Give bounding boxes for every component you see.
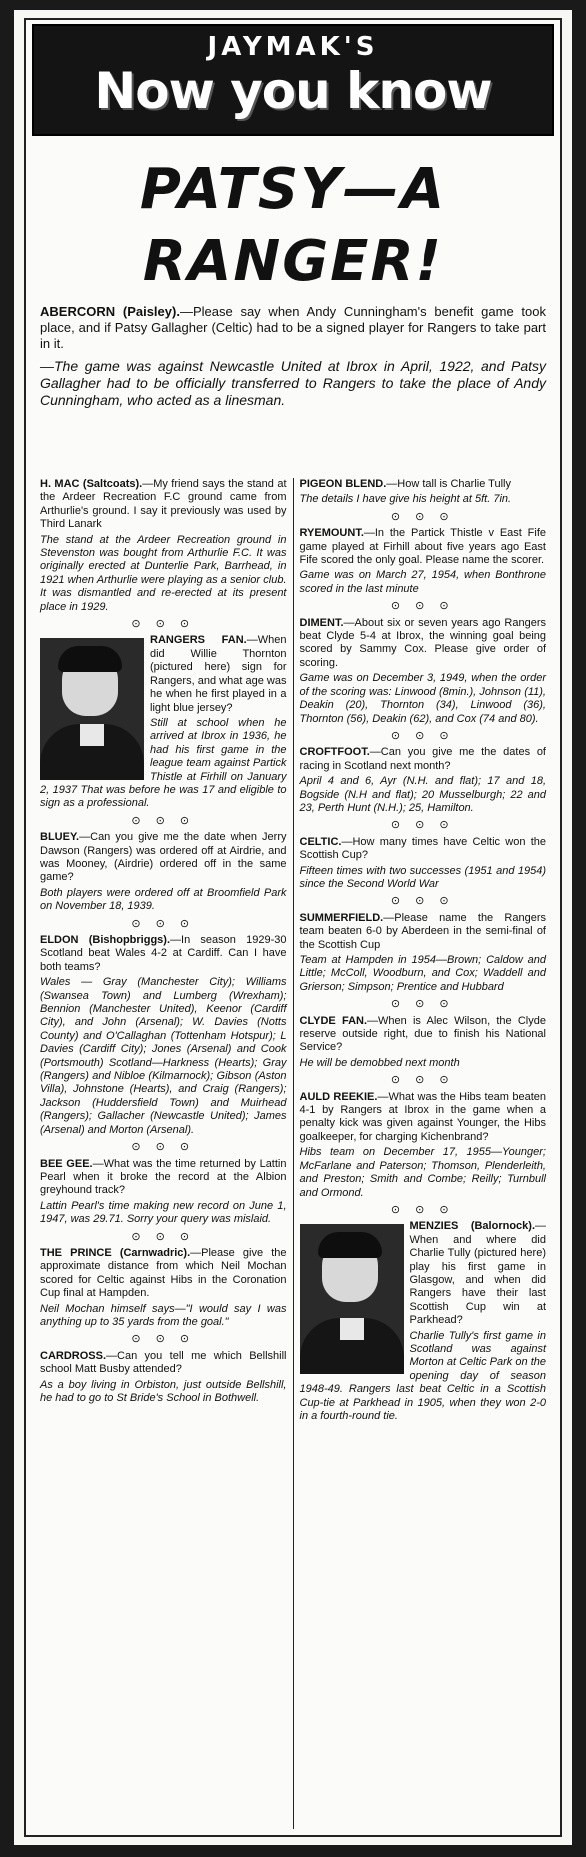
separator-dots: ⊙ ⊙ ⊙ <box>131 1333 196 1346</box>
player-photo <box>300 1224 404 1374</box>
question <box>300 746 547 773</box>
answer: Fifteen times with two successes (1951 and 1954) since the Second World War <box>299 864 546 890</box>
asker: AULD REEKIE. <box>299 1090 378 1103</box>
asker: THE PRINCE (Carnwadric). <box>40 1246 191 1259</box>
question-text: —In season 1929-30 Scotland beat Wales 4-2 at Cardiff. Can I have both teams? <box>40 934 287 973</box>
separator-dots: ⊙ ⊙ ⊙ <box>390 819 455 832</box>
asker: DIMENT. <box>299 616 344 629</box>
separator-dots: ⊙ ⊙ ⊙ <box>390 1203 455 1216</box>
question-text: —What was the time returned by Lattin Pearl when it broke the record at the Albion greyhound track? <box>40 1157 287 1197</box>
question-text: —About six or seven years ago Rangers beat Clyde 5-4 at Ibrox, the winning goal being scored by Sammy Cox. Please give order of scoring. <box>299 616 546 669</box>
asker: RYEMOUNT. <box>299 527 364 540</box>
asker: MENZIES (Balornock). <box>409 1220 535 1233</box>
masthead-brand: JAYMAK'S <box>207 32 379 62</box>
separator-dots: ⊙ ⊙ ⊙ <box>131 1141 196 1154</box>
question <box>40 934 287 974</box>
answer: Charlie Tully's first game in Scotland was against Morton at Celtic Park on the opening day of season 1948-49. Rangers last beat Celtic in a Scottish Cup-tie at Parkhead in 1905, when they won 2-0 in a fourth-round tie. <box>299 1329 546 1422</box>
separator-dots: ⊙ ⊙ ⊙ <box>390 998 455 1011</box>
answer: April 4 and 6, Ayr (N.H. and flat); 17 and 18, Bogside (N.H and flat); 20 Musselburgh; 22 and 23, Perth Hunt (N.H.); 25, Hamilton. <box>299 775 546 814</box>
separator-dots: ⊙ ⊙ ⊙ <box>390 895 455 908</box>
qa-item <box>300 836 547 892</box>
qa-item <box>40 1350 287 1406</box>
answer: Game was on March 27, 1954, when Bonthrone scored in the last minute <box>299 569 546 595</box>
asker: CLYDE FAN. <box>299 1014 368 1027</box>
qa-item <box>300 617 547 726</box>
question <box>300 1091 547 1145</box>
answer: The stand at the Ardeer Recreation ground in Stevenston was bought from Arthurlie F.C. It was originally erected at Dunterlie Park, Barrhead, in 1921 when Arthurlie were playing as a senior club. It was dismantled and re-erected at its present place in 1929. <box>40 533 287 613</box>
asker: CROFTFOOT. <box>299 746 370 759</box>
question-text: — When and where did Charlie Tully (pictured here) play his first game in Glasgow, and when did Rangers have their last Scottish Cup win at Parkhead? <box>409 1220 546 1327</box>
asker: CELTIC. <box>299 835 342 848</box>
qa-item <box>300 912 547 994</box>
question-text: —How tall is Charlie Tully <box>386 478 511 490</box>
question-text: —Can you give me the dates of racing in Scotland next month? <box>299 746 546 772</box>
lead-question-text: —Please say when Andy Cunningham's benefit game took place, and if Patsy Gallagher (Celtic) had to be a signed player for Rangers to take part in it. <box>40 304 546 351</box>
answer: He will be demobbed next month <box>299 1056 460 1069</box>
masthead <box>32 24 554 136</box>
question <box>40 478 287 532</box>
question <box>300 912 547 952</box>
question-text: —Can you give me the date when Jerry Dawson (Rangers) was ordered off at Airdrie, and was Mooney, (Airdrie) ordered off in the same game? <box>40 831 287 884</box>
qa-item <box>40 634 287 810</box>
answer: The details I have give his height at 5ft. 7in. <box>299 493 512 506</box>
lead-asker: ABERCORN (Paisley). <box>40 304 180 319</box>
qa-item <box>40 831 287 913</box>
separator-dots: ⊙ ⊙ ⊙ <box>131 917 196 930</box>
answer: Hibs team on December 17, 1955—Younger; McFarlane and Paterson; Thomson, Plenderleith, and Preston; Smith and Combe; Reilly; Turnbull and Ormond. <box>299 1146 546 1199</box>
asker: RANGERS FAN. <box>150 634 247 647</box>
left-column <box>34 478 294 1829</box>
answer: Both players were ordered off at Broomfield Park on November 18, 1939. <box>40 886 287 913</box>
question-text: —When did Willie Thornton (pictured here) sign for Rangers, and what age was he when he first played in a light blue jersey? <box>150 634 287 714</box>
player-photo <box>40 638 144 780</box>
qa-item <box>40 1158 287 1227</box>
asker: CARDROSS. <box>40 1349 107 1362</box>
separator-dots: ⊙ ⊙ ⊙ <box>131 618 196 631</box>
qa-item <box>300 1091 547 1200</box>
column-frame <box>24 18 562 1837</box>
question <box>40 831 287 885</box>
lead-answer: —The game was against Newcastle United at Ibrox in April, 1922, and Patsy Gallagher had to be officially transferred to Rangers to take the place of Andy Cunningham, who acted as a linesman. <box>40 358 546 408</box>
asker: PIGEON BLEND. <box>299 478 387 490</box>
question-text: —Can you tell me which Bellshill school Matt Busby attended? <box>40 1349 287 1376</box>
asker: BLUEY. <box>40 831 80 844</box>
qa-item <box>300 746 547 815</box>
asker: SUMMERFIELD. <box>299 911 384 924</box>
qa-item <box>40 1247 287 1329</box>
question-text: —Please give the approximate distance from which Neil Mochan scored for Celtic against Hibs in the Coronation Cup final at Hampden. <box>40 1246 287 1300</box>
question-text: —How many times have Celtic won the Scottish Cup? <box>299 835 546 862</box>
question-text: —When is Alec Wilson, the Clyde reserve outside right, due to finish his National Service? <box>299 1014 546 1054</box>
question <box>300 478 547 491</box>
separator-dots: ⊙ ⊙ ⊙ <box>390 510 455 523</box>
question <box>300 836 547 863</box>
answer: Still at school when he arrived at Ibrox in 1936, he had his first game in the league team against Partick Thistle at Firhill on January 2, 1937 That was before he was 17 and eligible to sign as a professional. <box>40 716 287 810</box>
qa-item <box>300 478 547 507</box>
question <box>40 1247 287 1301</box>
headline: PATSY—A RANGER! <box>139 157 447 294</box>
question-text: —In the Partick Thistle v East Fife game played at Firhill about five years ago East Fife scored the only goal. Please name the scorer. <box>299 527 546 567</box>
separator-dots: ⊙ ⊙ ⊙ <box>131 1230 196 1243</box>
question-text: —What was the Hibs team beaten 4-1 by Rangers at Ibrox in the game when a penalty kick was given against Younger, the Hibs goalkeeper, for charging Kichenbrand? <box>299 1090 546 1143</box>
masthead-title: Now you know <box>94 62 492 120</box>
question <box>40 634 287 714</box>
asker: ELDON (Bishopbriggs). <box>40 934 171 946</box>
answer: Team at Hampden in 1954—Brown; Caldow and Little; McColl, Woodburn, and Cox; Waddell and Grierson; Simpson; Prentice and Hubbard <box>299 954 546 993</box>
question <box>300 617 547 671</box>
separator-dots: ⊙ ⊙ ⊙ <box>131 814 196 827</box>
question <box>300 1015 547 1055</box>
qa-item <box>300 1015 547 1071</box>
qa-item <box>40 478 287 614</box>
question <box>40 1158 287 1198</box>
question-text: —Please name the Rangers team beaten 6-0 by Aberdeen in the semi-final of the Scottish Cup <box>299 911 546 951</box>
answer: Wales — Gray (Manchester City); Williams (Swansea Town) and Lumberg (Wrexham); Bennion (Manchester United), Keenor (Cardiff City), and John (Arsenal); W. Davies (Notts County) and O'Callaghan (Tottenham Hotspur); L Davies (Cardiff City); Jones (Arsenal) and Cook (Portsmouth) Scotland—Harkness (Hearts); Gray (Rangers) and Nibloe (Kilmarnock); Gibson (Aston Villa), Johnstone (Hearts), and Craig (Rangers); Jackson (Huddersfield Town) and Muirhead (Rangers); Gallacher (Newcastle United); James (Arsenal) and Morton (Arsenal). <box>40 976 287 1136</box>
asker: BEE GEE. <box>40 1157 93 1170</box>
separator-dots: ⊙ ⊙ ⊙ <box>390 729 455 742</box>
answer: Game was on December 3, 1949, when the order of the scoring was: Linwood (8min.), Johnson (11), Deakin (20), Thornton (34), Linwood (36), Thornton (56), Deakin (62), and Cox (74 and 80). <box>299 672 546 725</box>
separator-dots: ⊙ ⊙ ⊙ <box>390 600 455 613</box>
answer: Lattin Pearl's time making new record on June 1, 1947, was 29.71. Sorry your query was mislaid. <box>40 1199 287 1226</box>
right-column <box>294 478 553 1829</box>
lead-question <box>40 304 546 352</box>
qa-item <box>300 527 547 596</box>
qa-columns <box>34 478 552 1829</box>
answer: Neil Mochan himself says—"I would say I was anything up to 35 yards from the goal." <box>40 1302 287 1328</box>
question <box>300 1220 547 1327</box>
question-text: —My friend says the stand at the Ardeer Recreation F.C ground came from Arthurlie's ground. I say it previously was used by Third Lanark <box>40 478 287 531</box>
separator-dots: ⊙ ⊙ ⊙ <box>390 1074 455 1087</box>
asker: H. MAC (Saltcoats). <box>40 478 143 490</box>
qa-item <box>40 934 287 1137</box>
answer: As a boy living in Orbiston, just outside Bellshill, he had to go to St Bride's School in Bothwell. <box>40 1378 287 1404</box>
question <box>40 1350 287 1377</box>
question <box>300 527 547 567</box>
qa-item <box>300 1220 547 1423</box>
